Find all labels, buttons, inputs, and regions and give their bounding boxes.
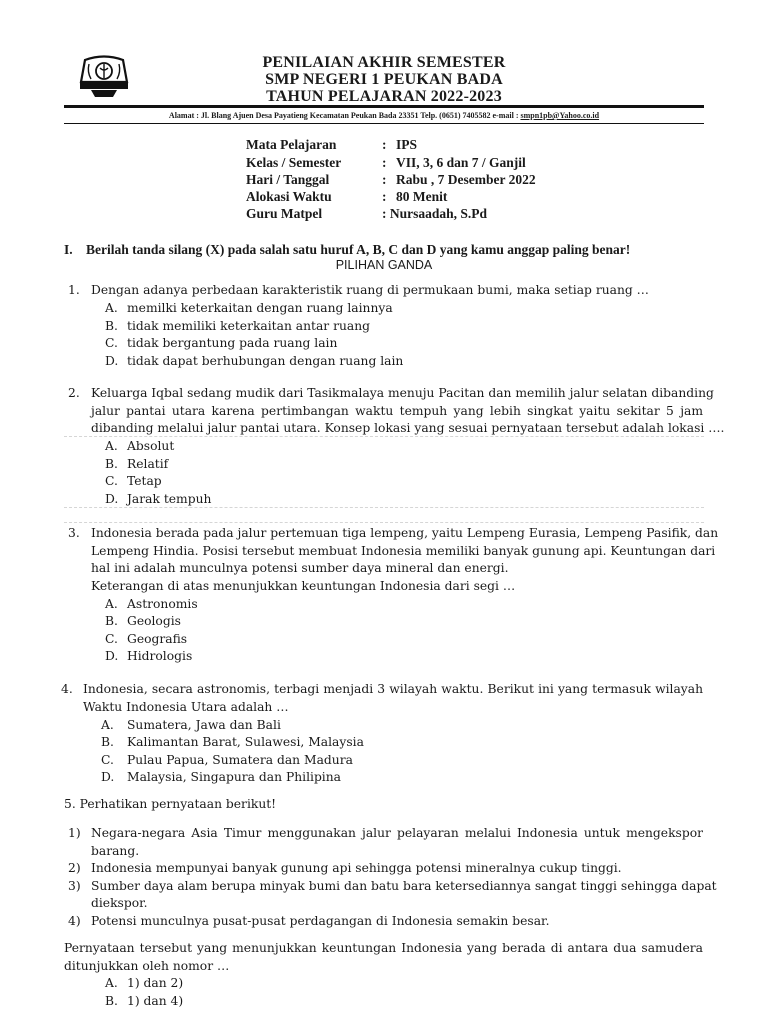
option-text: Astronomis [127,596,198,611]
option-text: 1) dan 2) [127,976,184,990]
info-value: : Nursaadah, S.Pd [382,206,488,221]
option-text: Pulau Papua, Sumatera dan Madura [127,752,353,767]
stem-line: Sumber daya alam berupa minyak bumi dan batu bara ketersediannya sangat tinggi sehingga dapat [91,878,717,893]
option-text: Hidrologis [127,649,193,663]
question-stem [91,282,703,300]
option-letter: B. [105,318,118,333]
stem-line: ditunjukkan oleh nomor … [64,958,230,973]
option-text: Sumatera, Jawa dan Bali [127,717,281,732]
option-c [105,335,337,353]
option-letter: C. [105,631,118,646]
option-b [105,993,183,1011]
stem-line: Indonesia mempunyai banyak gunung api sehingga potensi mineralnya cukup tinggi. [91,861,622,875]
option-text: tidak bergantung pada ruang lain [127,336,338,350]
stem-line: diekspor. [91,896,148,910]
instruction-number: I. [64,242,73,257]
option-letter: A. [105,301,118,315]
stem-line: Keluarga Iqbal sedang mudik dari Tasikmalaya menuju Pacitan dan memilih jalur selatan dibanding [91,386,714,400]
info-colon: : [382,137,387,152]
question-2 [0,385,768,510]
option-a [101,717,281,735]
academic-year: TAHUN PELAJARAN 2022-2023 [266,88,502,105]
option-text: Geografis [127,631,188,646]
option-a [105,300,393,318]
option-b [101,734,364,752]
school-name: SMP NEGERI 1 PEUKAN BADA [265,71,503,88]
option-c [105,631,187,649]
statement-number: 2) [68,861,81,875]
stem-line: Indonesia, secara astronomis, terbagi menjadi 3 wilayah waktu. Berikut ini yang termasuk wilayah [83,682,703,696]
option-letter: D. [105,649,119,663]
option-d [101,769,341,787]
option-text: tidak memiliki keterkaitan antar ruang [127,318,371,333]
question-1 [0,282,768,372]
option-a [105,975,183,993]
option-c [105,473,162,491]
school-email: smpn1pb@Yahoo.co.id [520,111,600,120]
instruction-text: Berilah tanda silang (X) pada salah satu huruf A, B, C dan D yang kamu anggap paling benar! [86,242,631,257]
option-text: Absolut [127,439,175,453]
option-letter: D. [105,491,119,506]
statement-text [91,825,703,860]
school-address [64,111,704,120]
info-key: Alokasi Waktu [246,189,332,204]
option-letter: A. [101,717,114,732]
stem-line: hal ini adalah munculnya potensi sumber daya mineral dan energi. [91,561,509,575]
stem-line: Pernyataan tersebut yang menunjukkan keuntungan Indonesia yang berada di antara dua samudera [64,941,703,955]
option-letter: D. [105,353,119,368]
option-letter: A. [105,439,118,453]
option-letter: A. [105,976,118,990]
option-text: Jarak tempuh [127,491,212,506]
option-letter: B. [101,735,114,749]
info-key: Kelas / Semester [246,155,342,170]
question-4 [0,681,768,787]
info-value: VII, 3, 6 dan 7 / Ganjil [396,155,526,170]
statement-text [91,860,703,878]
info-colon: : [382,155,387,170]
option-b [105,613,181,631]
question-stem [64,940,703,975]
option-letter: C. [105,336,118,350]
option-b [105,318,370,336]
option-letter: B. [105,614,118,628]
question-5-heading: 5. Perhatikan pernyataan berikut! [64,797,277,811]
stem-line: dibanding melalui jalur pantai utara. Konsep lokasi yang sesuai pernyataan tersebut adalah lokasi …. [91,421,725,435]
statement-text [91,878,717,913]
info-key: Guru Matpel [246,206,323,221]
stem-line: Indonesia berada pada jalur pertemuan tiga lempeng, yaitu Lempeng Eurasia, Lempeng Pasifik, dan [91,526,719,540]
info-key: Mata Pelajaran [246,137,337,152]
question-stem [83,681,703,716]
option-a [105,438,174,456]
stem-line: Potensi munculnya pusat-pusat perdagangan di Indonesia semakin besar. [91,913,550,928]
question-5-prompt [0,940,768,1020]
exam-title: PENILAIAN AKHIR SEMESTER [262,54,506,71]
section-title: PILIHAN GANDA [335,258,433,272]
option-text: tidak dapat berhubungan dengan ruang lain [127,353,404,368]
option-a [105,596,198,614]
statement-text [91,913,703,931]
option-letter: B. [105,993,118,1008]
question-3 [0,525,768,667]
dashed-guide [64,436,704,437]
dashed-guide [64,522,704,523]
question-number: 4. [61,682,73,696]
statement-number: 1) [68,826,81,840]
dashed-guide [64,507,704,508]
option-d [105,353,403,371]
instruction [64,242,630,258]
stem-line: Keterangan di atas menunjukkan keuntungan Indonesia dari segi … [91,578,516,593]
option-letter: D. [101,770,115,784]
header-divider [64,105,704,108]
option-c [101,752,353,770]
option-text: Geologis [127,614,181,628]
address-text: Alamat : Jl. Blang Ajuen Desa Payatieng Kecamatan Peukan Bada 23351 Telp. (0651) 7405582 e-mail : [168,111,521,120]
info-value: IPS [396,137,418,152]
option-d [105,648,192,666]
info-key: Hari / Tanggal [246,172,330,187]
info-colon: : [382,189,387,204]
question-number: 2. [68,386,80,400]
stem-line: Negara-negara Asia Timur menggunakan jalur pelayaran melalui Indonesia untuk mengekspor [91,826,703,840]
option-letter: C. [101,752,114,767]
info-value: 80 Menit [396,189,448,204]
stem-line: Lempeng Hindia. Posisi tersebut membuat Indonesia memiliki banyak gunung api. Keuntungan dari [91,543,716,558]
question-stem [91,385,725,438]
stem-line: barang. [91,843,140,858]
option-text: memilki keterkaitan dengan ruang lainnya [127,301,393,315]
stem-line: Dengan adanya perbedaan karakteristik ruang di permukaan bumi, maka setiap ruang … [91,283,649,297]
option-text: 1) dan 4) [127,993,184,1008]
address-divider [64,123,704,124]
option-letter: C. [105,474,118,488]
info-value: Rabu , 7 Desember 2022 [396,172,536,187]
info-colon: : [382,172,387,187]
option-letter: A. [105,596,118,611]
option-b [105,456,168,474]
question-number: 1. [68,283,80,297]
question-stem [91,525,719,595]
option-text: Relatif [127,456,169,471]
option-text: Kalimantan Barat, Sulawesi, Malaysia [127,735,364,749]
statement-number: 4) [68,913,81,928]
school-crest-icon [77,52,131,99]
stem-line: Waktu Indonesia Utara adalah … [83,699,289,714]
option-text: Tetap [127,474,162,488]
option-text: Malaysia, Singapura dan Philipina [127,770,341,784]
statement-list [0,825,768,930]
option-d [105,491,211,509]
statement-number: 3) [68,878,81,893]
stem-line: jalur pantai utara karena pertimbangan waktu tempuh yang lebih singkat yaitu sekitar 5 jam [91,403,703,418]
question-number: 3. [68,526,80,540]
option-letter: B. [105,456,118,471]
